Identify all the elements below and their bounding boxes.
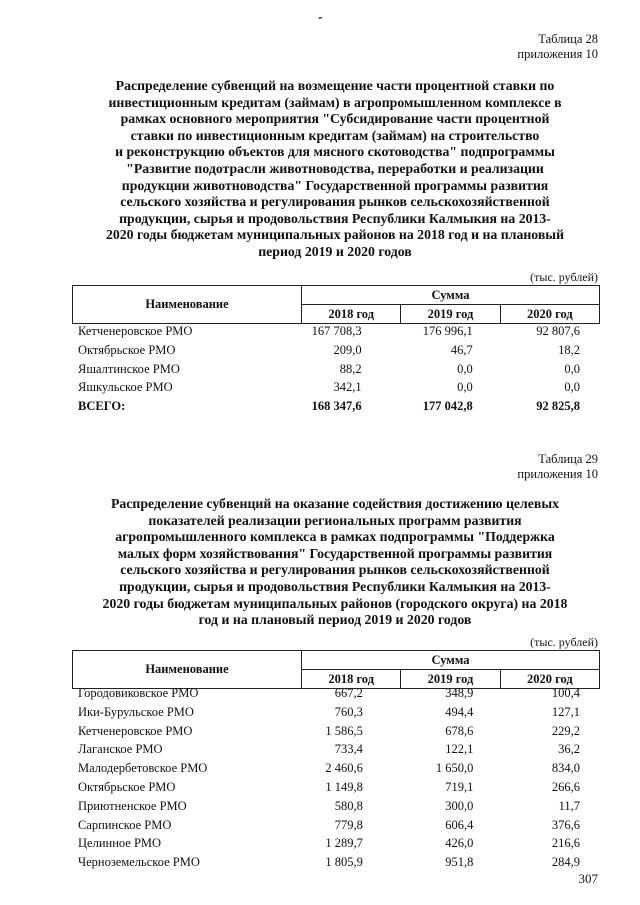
page-number: 307 [578, 871, 598, 886]
table28-title-line: рамках основного мероприятия "Субсидирование части процентной [120, 111, 550, 127]
row-2020: 266,6 [551, 779, 580, 794]
row-2018: 342,1 [333, 380, 362, 395]
total-2019: 177 042,8 [422, 399, 473, 414]
table-row [72, 759, 600, 778]
row-name: Приютненское РМО [78, 798, 187, 813]
row-2019: 494,4 [445, 704, 474, 719]
total-2018: 168 347,6 [311, 399, 362, 414]
table28-header-sum: Сумма [302, 286, 600, 305]
row-2019: 176 996,1 [422, 324, 473, 338]
table28-header-2020: 2020 год [500, 305, 599, 324]
row-2019: 678,6 [445, 723, 474, 738]
row-2019: 1 650,0 [435, 761, 474, 776]
table28-title-line: продукции, сырья и продовольствия Республики Калмыкия на 2013- [119, 210, 551, 226]
table29-ref-line1: Таблица 29 [538, 452, 598, 466]
row-2020: 11,7 [558, 798, 580, 813]
total-row [72, 397, 600, 416]
table29-body [72, 684, 600, 872]
row-2019: 46,7 [450, 342, 473, 357]
table29-title-line: год и на плановый период 2019 и 2020 годов [198, 612, 472, 628]
row-name: Городовиковское РМО [78, 686, 199, 700]
row-name: Черноземельское РМО [78, 855, 200, 870]
row-name: Ики-Бурульское РМО [78, 704, 194, 719]
row-name: Целинное РМО [78, 836, 162, 851]
table-row [72, 322, 600, 341]
table29-title-line: малых форм хозяйствования" Государственной программы развития [117, 545, 553, 561]
table29-title [70, 496, 600, 629]
table28-title-line: продукции животноводства" Государственной программы развития [121, 177, 549, 193]
table-row [72, 816, 600, 835]
table28-ref-line2: приложения 10 [517, 47, 598, 61]
row-2019: 951,8 [445, 855, 474, 870]
row-name: Кетченеровское РМО [78, 723, 193, 738]
table-row [72, 703, 600, 722]
row-2020: 376,6 [551, 817, 580, 832]
table28-ref-line1: Таблица 28 [538, 32, 598, 46]
row-2020: 36,2 [558, 742, 580, 757]
table29-reference [517, 452, 598, 482]
table29-title-line: продукции, сырья и продовольствия Республики Калмыкия на 2013- [119, 578, 551, 594]
table-row [72, 853, 600, 872]
row-2018: 580,8 [334, 798, 363, 813]
row-name: Яшкульское РМО [78, 380, 173, 395]
row-2018: 209,0 [333, 342, 362, 357]
table-row [72, 341, 600, 360]
row-2018: 733,4 [334, 742, 363, 757]
row-2020: 92 807,6 [536, 324, 580, 338]
top-mark: - [318, 10, 323, 25]
table28-title-line: Распределение субвенций на возмещение части процентной ставки по [115, 78, 555, 93]
row-2020: 127,1 [551, 704, 580, 719]
table28-reference [517, 32, 598, 62]
row-2019: 348,9 [445, 686, 474, 700]
row-2018: 760,3 [334, 704, 363, 719]
row-2018: 1 586,5 [325, 723, 363, 738]
table-row [72, 740, 600, 759]
row-2020: 216,6 [551, 836, 580, 851]
row-2018: 2 460,6 [325, 761, 363, 776]
table-row [72, 360, 600, 379]
row-name: Лаганское РМО [78, 742, 163, 757]
row-2019: 0,0 [457, 361, 473, 376]
table28-title-line: 2020 годы бюджетам муниципальных районов на 2018 год и на плановый [105, 227, 565, 243]
row-2020: 0,0 [564, 380, 580, 395]
table29-header-2018: 2018 год [302, 670, 401, 689]
row-name: Октябрьское РМО [78, 342, 176, 357]
row-name: Октябрьское РМО [78, 779, 176, 794]
table29-ref-line2: приложения 10 [517, 467, 598, 481]
table28-title-line: и реконструкцию объектов для мясного скотоводства" подпрограммы [115, 144, 555, 160]
row-2018: 779,8 [334, 817, 363, 832]
row-2019: 122,1 [445, 742, 474, 757]
row-2019: 300,0 [445, 798, 474, 813]
row-2019: 606,4 [445, 817, 474, 832]
row-name: Сарпинское РМО [78, 817, 172, 832]
table28-title-line: "Развитие подотрасли животноводства, переработки и реализации [126, 160, 544, 176]
table-row [72, 722, 600, 741]
row-2018: 88,2 [339, 361, 362, 376]
table29-header-2019: 2019 год [401, 670, 500, 689]
table28-title-line: инвестиционным кредитам (займам) в агропромышленном комплексе в [108, 94, 562, 110]
table-row [72, 378, 600, 397]
table28-title-line: сельского хозяйства и регулирования рынков сельскохозяйственной [120, 194, 550, 210]
row-2019: 426,0 [445, 836, 474, 851]
table29-header-name: Наименование [73, 651, 302, 689]
table28-title-line: ставки по инвестиционным кредитам (займам) на строительство [130, 127, 540, 143]
row-2018: 1 149,8 [325, 779, 363, 794]
row-2020: 229,2 [551, 723, 580, 738]
table29-header-sum: Сумма [302, 651, 600, 670]
table-row [72, 684, 600, 703]
table-row [72, 834, 600, 853]
table28-header [72, 285, 600, 324]
table29-title-line: Распределение субвенций на оказание содействия достижению целевых [110, 496, 560, 511]
table28-header-name: Наименование [73, 286, 302, 324]
row-name: Яшалтинское РМО [78, 361, 180, 376]
row-2020: 100,4 [551, 686, 580, 700]
table28-body [72, 322, 600, 416]
table28-units: (тыс. рублей) [530, 270, 598, 284]
row-2019: 719,1 [445, 779, 474, 794]
row-2018: 667,2 [334, 686, 363, 700]
table29-title-line: агропромышленного комплекса в рамках подпрограммы "Поддержка [115, 529, 555, 545]
table29-title-line: 2020 годы бюджетам муниципальных районов (городского округа) на 2018 [102, 595, 568, 611]
table29-title-line: показателей реализации региональных программ развития [148, 512, 522, 528]
row-name: Малодербетовское РМО [78, 761, 208, 776]
table-row [72, 797, 600, 816]
table29-header-2020: 2020 год [500, 670, 599, 689]
table28-title-line: период 2019 и 2020 годов [258, 243, 412, 259]
row-2020: 284,9 [551, 855, 580, 870]
row-2020: 18,2 [558, 342, 580, 357]
table29-units: (тыс. рублей) [530, 635, 598, 649]
row-2019: 0,0 [457, 380, 473, 395]
table28-header-2018: 2018 год [302, 305, 401, 324]
row-2020: 0,0 [564, 361, 580, 376]
row-2018: 167 708,3 [311, 324, 362, 338]
total-2020: 92 825,8 [536, 399, 580, 414]
table-row [72, 778, 600, 797]
row-2018: 1 805,9 [325, 855, 363, 870]
row-name: Кетченеровское РМО [78, 324, 193, 338]
table28-title [70, 78, 600, 261]
row-2020: 834,0 [551, 761, 580, 776]
table29-title-line: сельского хозяйства и регулирования рынков сельскохозяйственной [120, 562, 550, 578]
table28-header-2019: 2019 год [401, 305, 500, 324]
total-label: ВСЕГО: [78, 399, 126, 414]
row-2018: 1 289,7 [325, 836, 363, 851]
